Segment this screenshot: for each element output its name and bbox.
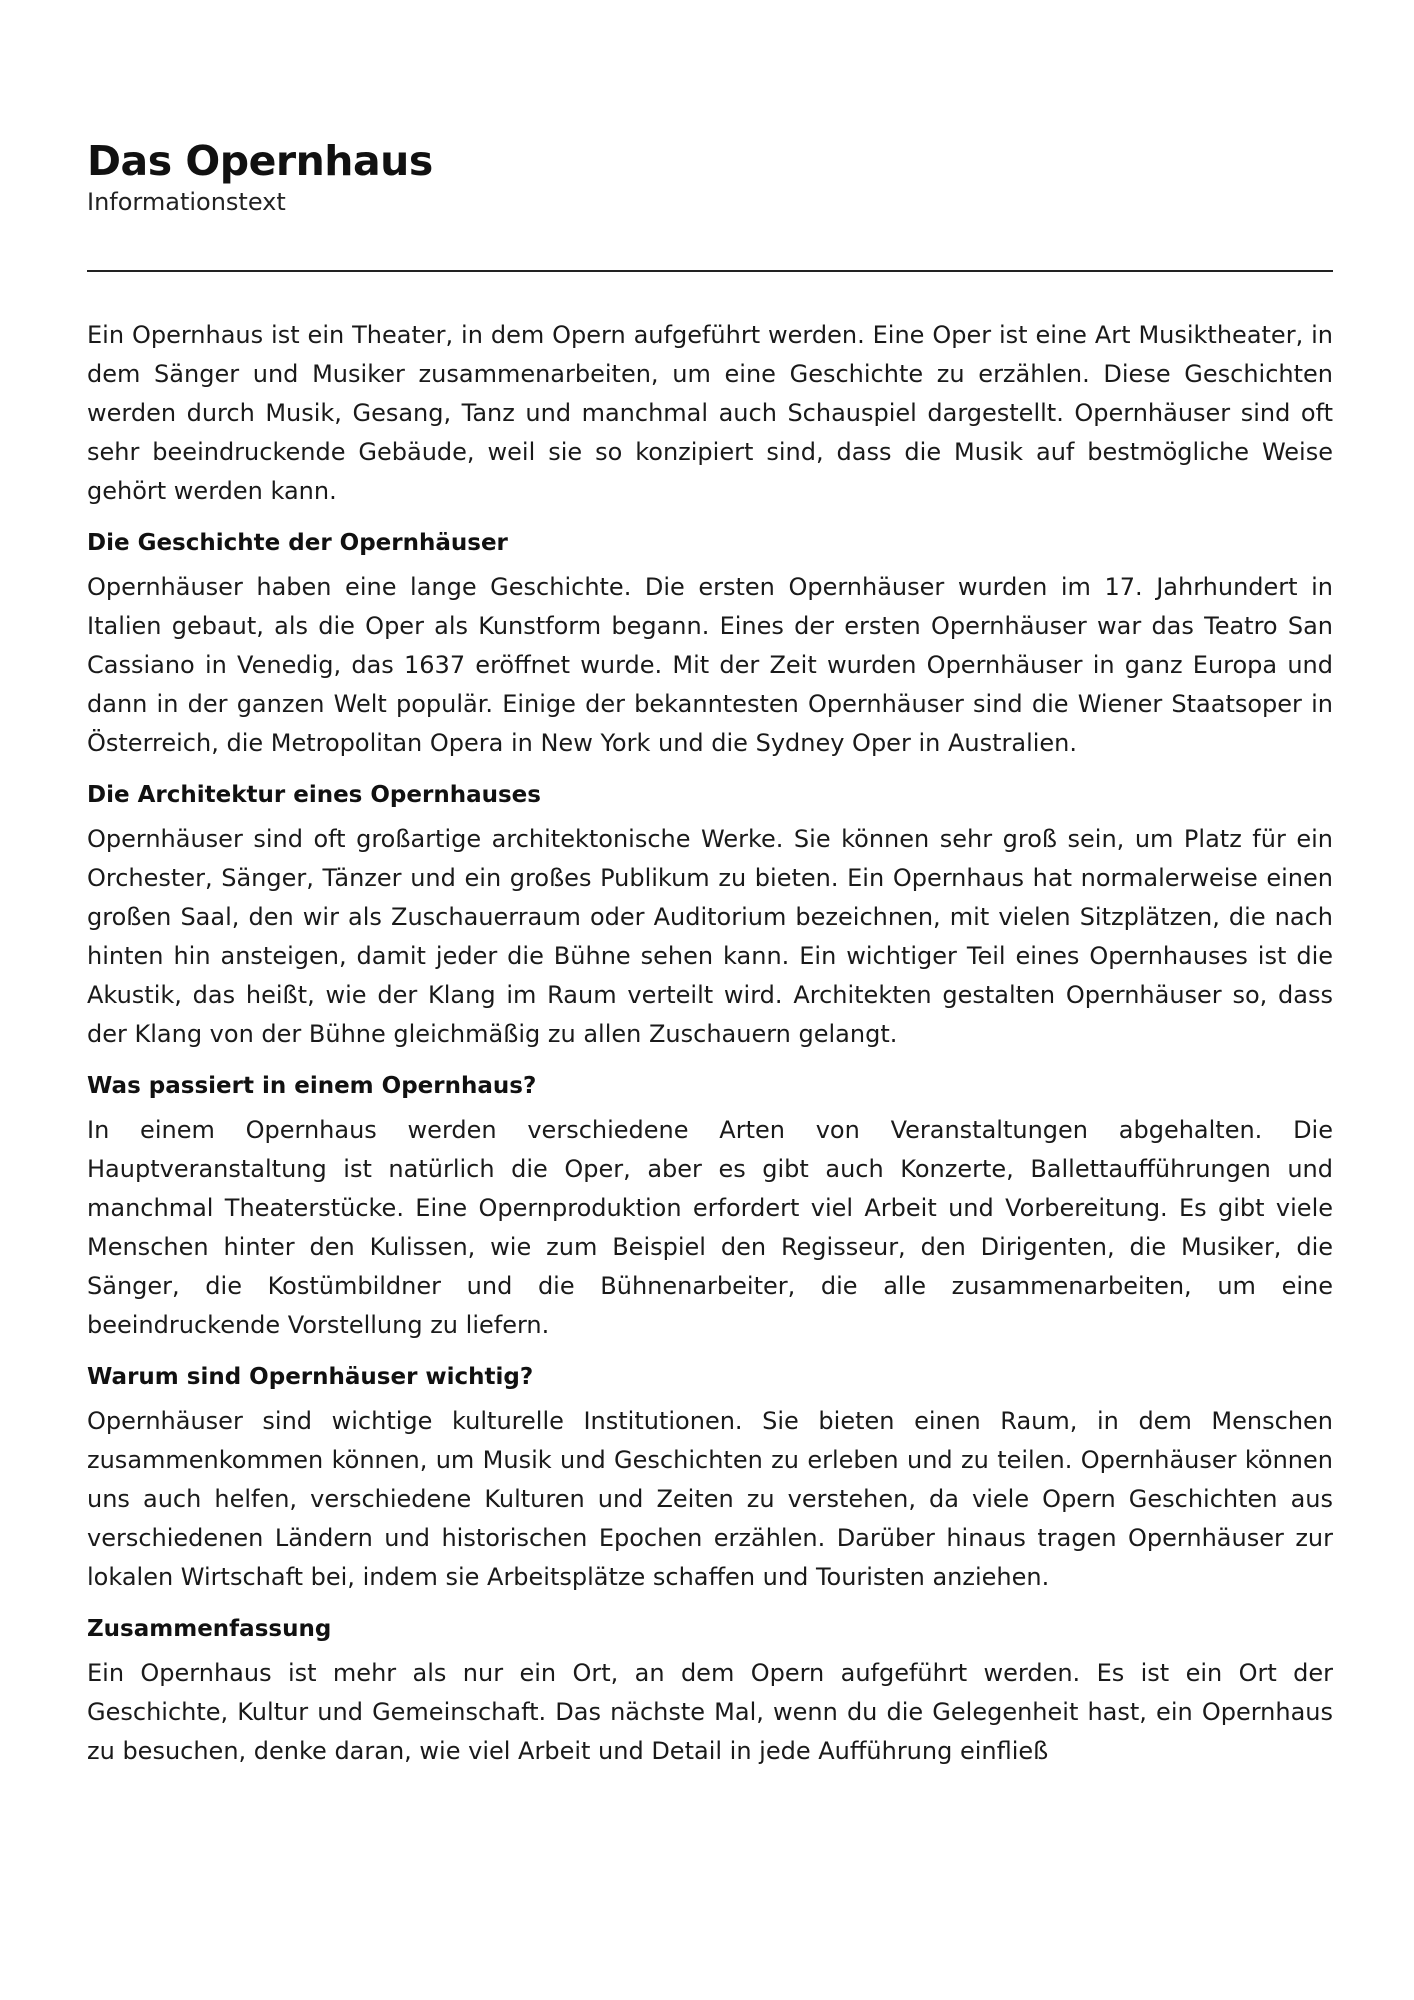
section-paragraph-zusammenfassung: Ein Opernhaus ist mehr als nur ein Ort, an dem Opern aufgeführt werden. Es ist ein Ort der Geschichte, Kultur und Gemeinschaft. Das nächste Mal, wenn du die Gelegenheit hast, ein Opernhaus zu besuchen, denke daran, wie viel Arbeit und Detail in jede Aufführung einfließ (87, 1659, 1333, 1765)
title-divider (87, 270, 1333, 272)
document-subtitle: Informationstext (87, 188, 286, 216)
document-page (87, 136, 1333, 1771)
section-paragraph-bedeutung: Opernhäuser sind wichtige kulturelle Institutionen. Sie bieten einen Raum, in dem Menschen zusammenkommen können, um Musik und Geschichten zu erleben und zu teilen. Opernhäuser können uns auch helfen, verschiedene Kulturen und Zeiten zu verstehen, da viele Opern Geschichten aus verschiedenen Ländern und historischen Epochen erzählen. Darüber hinaus tragen Opernhäuser zur lokalen Wirtschaft bei, indem sie Arbeitsplätze schaffen und Touristen anziehen. (87, 1407, 1333, 1591)
intro-paragraph: Ein Opernhaus ist ein Theater, in dem Opern aufgeführt werden. Eine Oper ist eine Art Musiktheater, in dem Sänger und Musiker zusammenarbeiten, um eine Geschichte zu erzählen. Diese Geschichten werden durch Musik, Gesang, Tanz und manchmal auch Schauspiel dargestellt. Opernhäuser sind oft sehr beeindruckende Gebäude, weil sie so konzipiert sind, dass die Musik auf bestmögliche Weise gehört werden kann. (87, 321, 1333, 505)
section-heading-architektur: Die Architektur eines Opernhauses (87, 782, 541, 808)
section-heading-bedeutung: Warum sind Opernhäuser wichtig? (87, 1364, 534, 1390)
section-heading-veranstaltungen: Was passiert in einem Opernhaus? (87, 1073, 537, 1099)
section-heading-zusammenfassung: Zusammenfassung (87, 1616, 332, 1642)
section-paragraph-architektur: Opernhäuser sind oft großartige architektonische Werke. Sie können sehr groß sein, um Platz für ein Orchester, Sänger, Tänzer und ein großes Publikum zu bieten. Ein Opernhaus hat normalerweise einen großen Saal, den wir als Zuschauerraum oder Auditorium bezeichnen, mit vielen Sitzplätzen, die nach hinten hin ansteigen, damit jeder die Bühne sehen kann. Ein wichtiger Teil eines Opernhauses ist die Akustik, das heißt, wie der Klang im Raum verteilt wird. Architekten gestalten Opernhäuser so, dass der Klang von der Bühne gleichmäßig zu allen Zuschauern gelangt. (87, 825, 1333, 1048)
section-paragraph-veranstaltungen: In einem Opernhaus werden verschiedene Arten von Veranstaltungen abgehalten. Die Hauptveranstaltung ist natürlich die Oper, aber es gibt auch Konzerte, Ballettaufführungen und manchmal Theaterstücke. Eine Opernproduktion erfordert viel Arbeit und Vorbereitung. Es gibt viele Menschen hinter den Kulissen, wie zum Beispiel den Regisseur, den Dirigenten, die Musiker, die Sänger, die Kostümbildner und die Bühnenarbeiter, die alle zusammenarbeiten, um eine beeindruckende Vorstellung zu liefern. (87, 1116, 1333, 1339)
section-heading-geschichte: Die Geschichte der Opernhäuser (87, 530, 508, 556)
document-body (87, 316, 1333, 1771)
document-title: Das Opernhaus (87, 137, 433, 185)
section-paragraph-geschichte: Opernhäuser haben eine lange Geschichte. Die ersten Opernhäuser wurden im 17. Jahrhundert in Italien gebaut, als die Oper als Kunstform begann. Eines der ersten Opernhäuser war das Teatro San Cassiano in Venedig, das 1637 eröffnet wurde. Mit der Zeit wurden Opernhäuser in ganz Europa und dann in der ganzen Welt populär. Einige der bekanntesten Opernhäuser sind die Wiener Staatsoper in Österreich, die Metropolitan Opera in New York und die Sydney Oper in Australien. (87, 573, 1333, 757)
